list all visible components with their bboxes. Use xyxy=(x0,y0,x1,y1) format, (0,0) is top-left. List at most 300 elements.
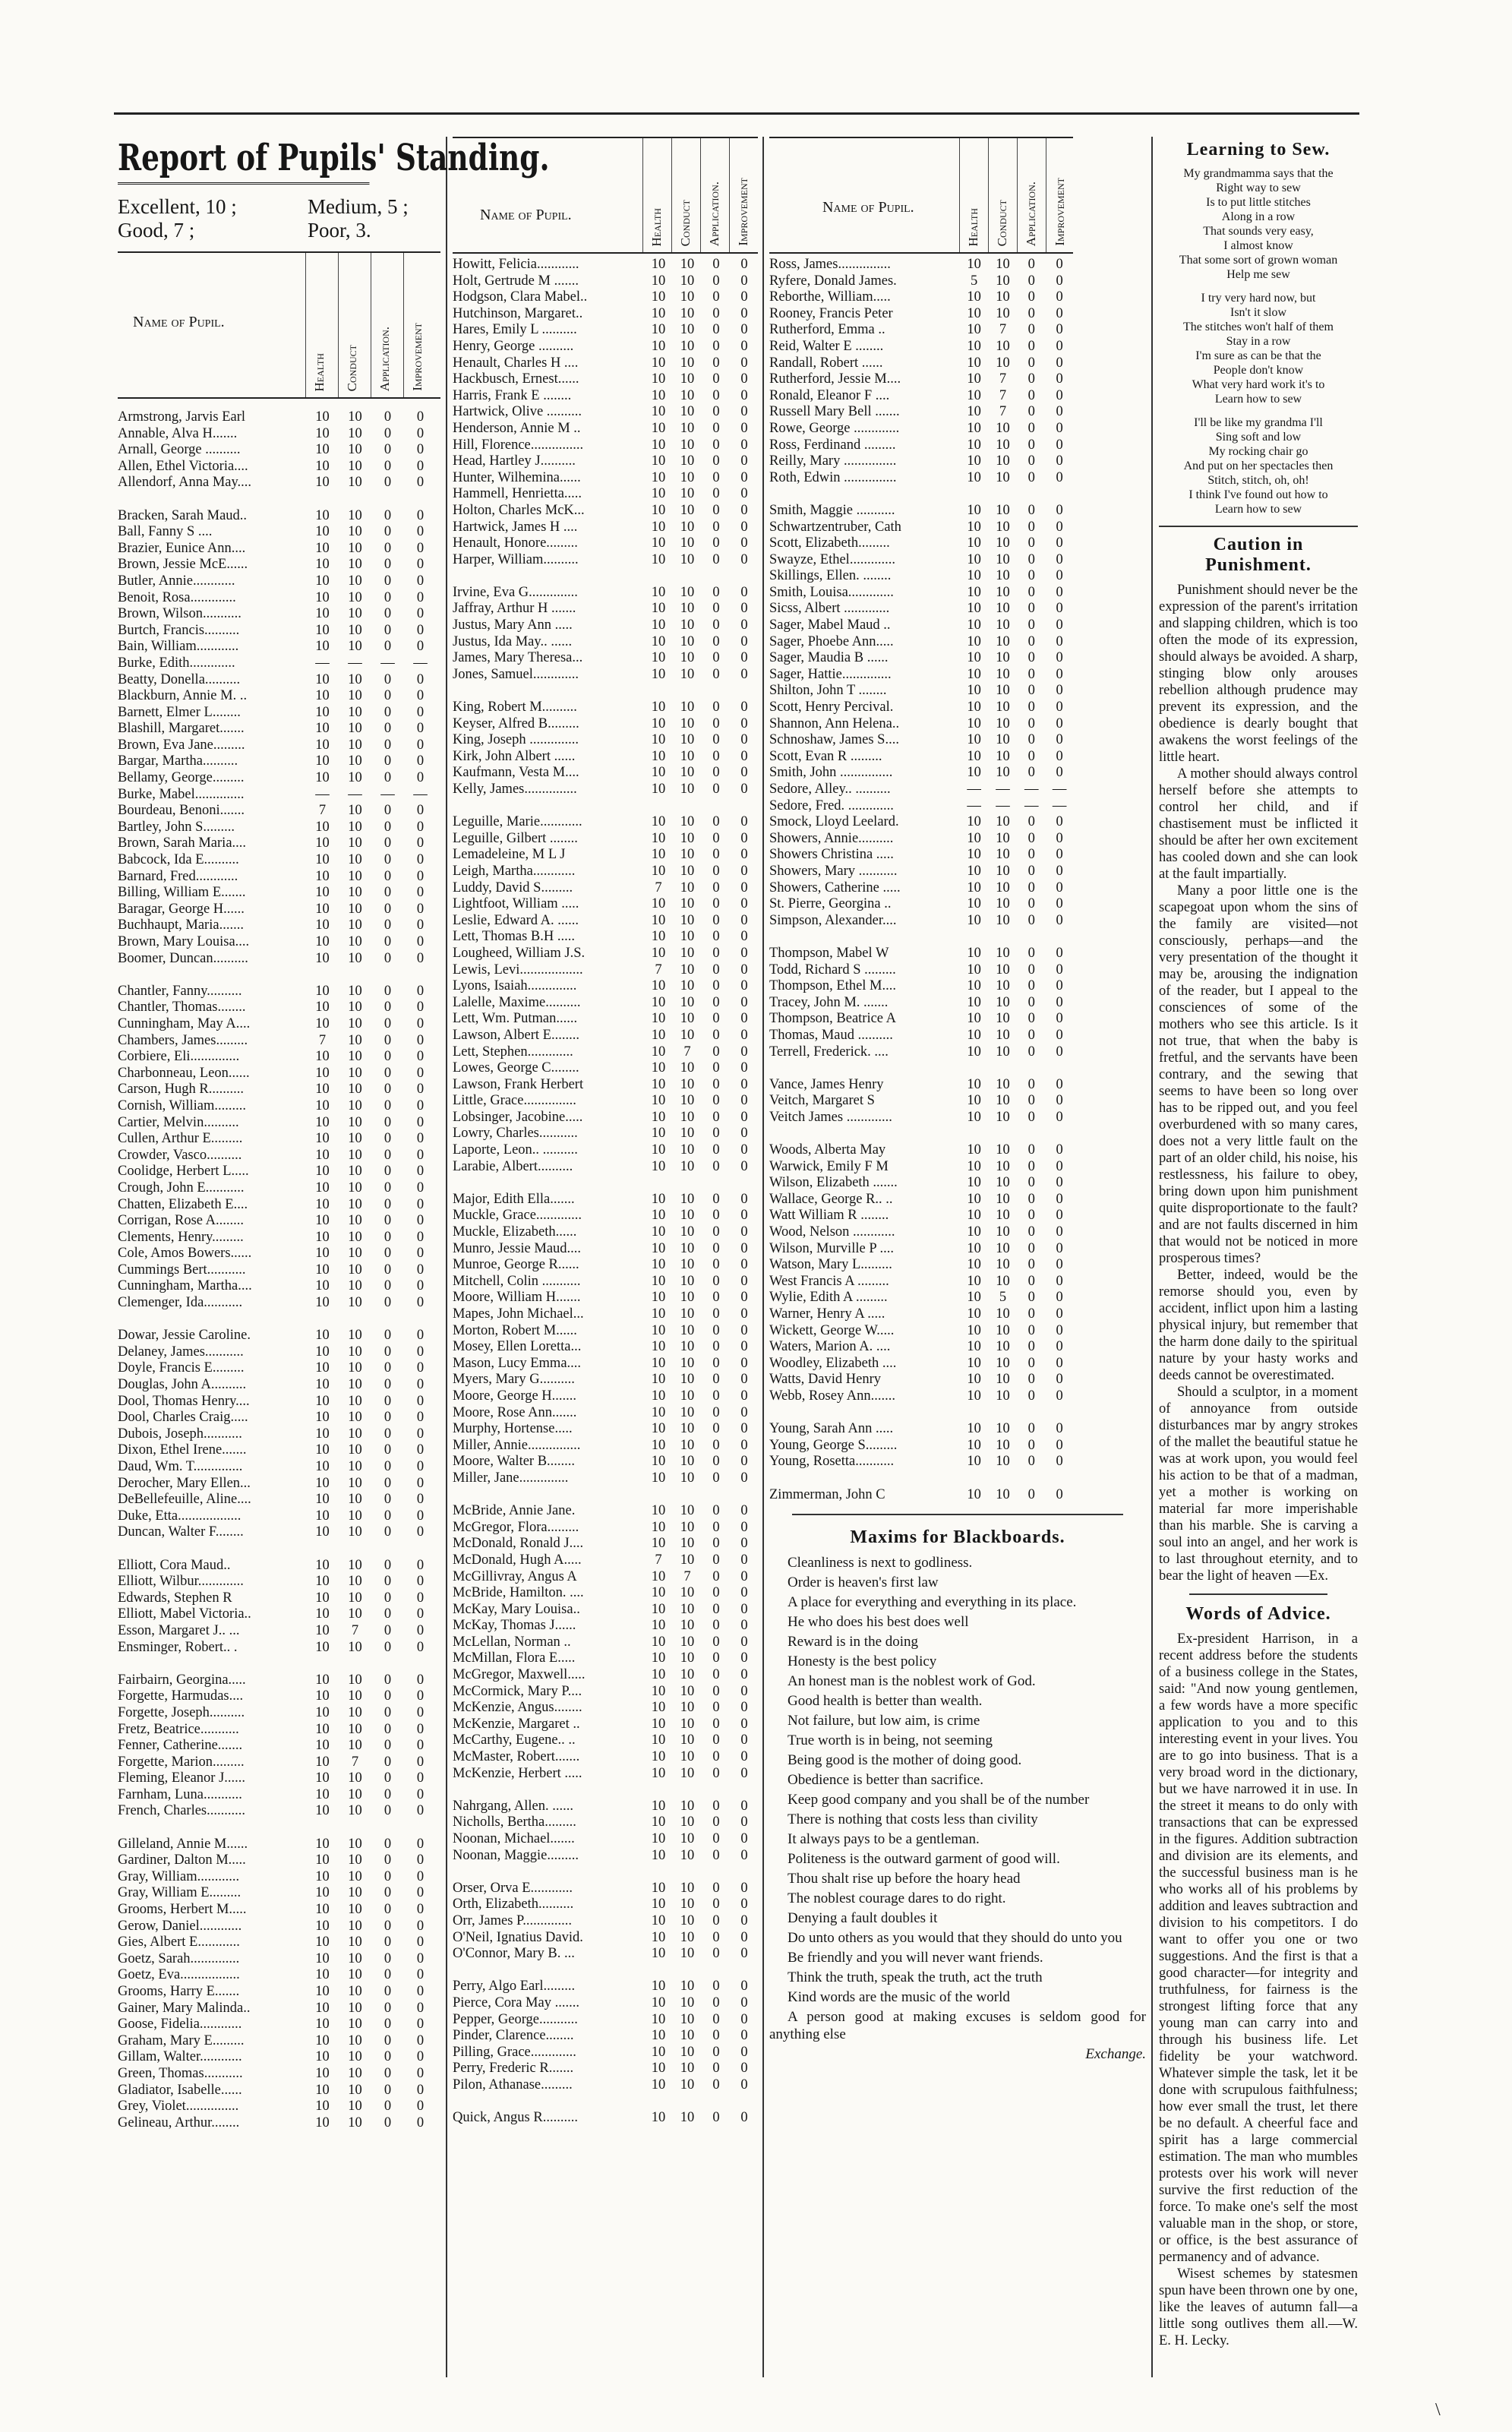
pupil-name: Veitch, Margaret S xyxy=(769,1093,875,1109)
pupil-name: Cunningham, Martha.... xyxy=(118,1278,252,1294)
pupil-row xyxy=(453,289,758,306)
table-header xyxy=(769,137,1073,254)
pupil-row xyxy=(453,1520,758,1537)
poem-line: That some sort of grown woman xyxy=(1179,254,1338,267)
pupil-row xyxy=(453,1306,758,1323)
pupil-row xyxy=(769,273,1073,290)
pupil-row xyxy=(453,322,758,339)
pupil-row xyxy=(118,1623,440,1640)
application-score: 0 xyxy=(384,1606,392,1622)
pupil-name: Watt William R ........ xyxy=(769,1208,889,1224)
application-score: 0 xyxy=(384,1295,392,1311)
scale-item: Medium, 5 ; xyxy=(308,195,409,218)
improvement-score: 0 xyxy=(416,885,425,901)
pupil-name: Dool, Thomas Henry.... xyxy=(118,1393,250,1409)
pupil-row xyxy=(118,1082,440,1098)
conduct-score: 10 xyxy=(680,1388,695,1404)
improvement-score: 0 xyxy=(1056,584,1063,600)
pupil-row xyxy=(118,2066,440,2083)
pupil-row xyxy=(118,835,440,852)
pupil-name: Muckle, Grace............. xyxy=(453,1208,582,1224)
application-score: 0 xyxy=(384,2000,392,2016)
improvement-score: 0 xyxy=(416,1147,425,1163)
header-name: Name of Pupil. xyxy=(480,207,572,223)
application-score: 0 xyxy=(384,2032,392,2048)
application-score: 0 xyxy=(1027,1273,1035,1289)
pupil-name: Woodley, Elizabeth .... xyxy=(769,1355,897,1371)
health-score: 10 xyxy=(651,700,666,715)
conduct-score: 10 xyxy=(996,1109,1010,1125)
conduct-score: 10 xyxy=(348,425,362,441)
pupil-name: Wood, Nelson ............ xyxy=(769,1224,895,1240)
pupil-name: Schwartzentruber, Cath xyxy=(769,519,901,535)
pupil-row xyxy=(453,995,758,1012)
improvement-score: — xyxy=(1052,798,1067,813)
pupil-name: Mapes, John Michael... xyxy=(453,1306,584,1322)
pupil-row xyxy=(769,1421,1073,1438)
pupil-name: Thompson, Ethel M.... xyxy=(769,978,897,994)
pupil-row xyxy=(769,880,1073,897)
pupil-name: Smock, Lloyd Leelard. xyxy=(769,814,899,830)
conduct-score: 10 xyxy=(348,1902,362,1918)
conduct-score: 10 xyxy=(996,945,1010,961)
conduct-score: 10 xyxy=(348,983,362,999)
conduct-score: 10 xyxy=(348,1918,362,1934)
pupil-row xyxy=(118,984,440,1000)
pupil-row xyxy=(453,913,758,930)
improvement-score: 0 xyxy=(740,1076,748,1092)
application-score: 0 xyxy=(712,765,720,781)
conduct-score: 10 xyxy=(348,1278,362,1294)
pupil-name: Nahrgang, Allen. ...... xyxy=(453,1798,573,1814)
improvement-score: 0 xyxy=(416,704,425,720)
pupil-row xyxy=(769,978,1073,995)
application-score: 0 xyxy=(712,338,720,354)
pupil-row xyxy=(453,1356,758,1372)
conduct-score: 10 xyxy=(348,458,362,474)
conduct-score: 10 xyxy=(348,1524,362,1540)
health-score: 10 xyxy=(967,502,981,518)
header-health: Health xyxy=(312,352,327,391)
application-score: 0 xyxy=(384,2115,392,2130)
application-score: 0 xyxy=(712,1815,720,1830)
pupil-name: Forgette, Harmudas.... xyxy=(118,1688,244,1704)
application-score: 0 xyxy=(712,305,720,321)
conduct-score: 10 xyxy=(348,2099,362,2115)
header-improvement: Improvement xyxy=(736,178,750,246)
application-score: 0 xyxy=(712,1683,720,1699)
improvement-score: 0 xyxy=(1056,519,1063,535)
advice-article xyxy=(1159,1631,1358,2349)
improvement-score: 0 xyxy=(740,1716,748,1732)
section-rule xyxy=(1159,526,1358,527)
improvement-score: 0 xyxy=(416,950,425,966)
improvement-score: 0 xyxy=(416,1508,425,1524)
application-score: 0 xyxy=(1027,1011,1035,1027)
health-score: — xyxy=(315,786,330,802)
pupil-row xyxy=(453,306,758,323)
application-score: 0 xyxy=(1027,1175,1035,1191)
advice-paragraph: Wisest schemes by statesmen spun have been thrown one by one, like the leaves of autumn fall—a little song outlives them all.—W. E. H. Lecky. xyxy=(1159,2266,1358,2348)
health-score: 10 xyxy=(651,2061,666,2077)
pupil-row xyxy=(118,1197,440,1214)
pupil-row xyxy=(453,896,758,913)
conduct-score: 10 xyxy=(680,912,695,928)
pupil-name: Luddy, David S......... xyxy=(453,880,573,895)
conduct-score: 10 xyxy=(680,420,695,436)
pupil-row xyxy=(453,1274,758,1290)
health-score: 10 xyxy=(315,1688,330,1704)
pupil-name: Delaney, James........... xyxy=(118,1344,244,1360)
improvement-score: 0 xyxy=(416,442,425,458)
pupil-name: Wickett, George W..... xyxy=(769,1322,895,1338)
application-score: 0 xyxy=(712,732,720,748)
maxims-source: Exchange. xyxy=(1085,2046,1146,2063)
conduct-score: 10 xyxy=(996,896,1010,912)
health-score: 10 xyxy=(315,1393,330,1409)
improvement-score: 0 xyxy=(1056,1322,1063,1338)
improvement-score: 0 xyxy=(416,721,425,737)
pupil-row xyxy=(118,639,440,655)
improvement-score: 0 xyxy=(740,1667,748,1683)
pupil-name: Brown, Wilson........... xyxy=(118,606,241,622)
improvement-score: 0 xyxy=(740,371,748,387)
application-score: 0 xyxy=(1027,257,1035,272)
pupil-name: St. Pierre, Georgina .. xyxy=(769,896,892,912)
application-score: 0 xyxy=(1027,1027,1035,1043)
pupil-name: Beatty, Donella.......... xyxy=(118,671,241,687)
health-score: 10 xyxy=(967,880,981,895)
application-score: 0 xyxy=(384,2049,392,2065)
pupil-name: Butler, Annie............ xyxy=(118,573,235,589)
pupil-name: Muckle, Elizabeth...... xyxy=(453,1224,577,1240)
application-score: 0 xyxy=(384,1098,392,1113)
improvement-score: 0 xyxy=(740,551,748,567)
pupil-row xyxy=(453,1749,758,1766)
pupil-row xyxy=(453,1552,758,1569)
conduct-score: 10 xyxy=(680,2011,695,2027)
application-score: 0 xyxy=(712,1011,720,1027)
pupil-name: McKenzie, Angus........ xyxy=(453,1700,582,1716)
conduct-score: 10 xyxy=(348,1836,362,1852)
pupil-name: Edwards, Stephen R xyxy=(118,1590,232,1606)
improvement-score: 0 xyxy=(416,1935,425,1950)
section-rule xyxy=(1189,1593,1327,1595)
pupil-row xyxy=(453,864,758,880)
pupil-name: Allen, Ethel Victoria.... xyxy=(118,458,248,474)
improvement-score: 0 xyxy=(416,1015,425,1031)
improvement-score: 0 xyxy=(740,273,748,289)
health-score: 10 xyxy=(967,1076,981,1092)
pupil-name: Bellamy, George......... xyxy=(118,770,245,786)
pupil-name: Daud, Wm. T.............. xyxy=(118,1459,243,1474)
conduct-score: 10 xyxy=(680,404,695,420)
application-score: 0 xyxy=(384,1672,392,1688)
application-score: 0 xyxy=(1027,1224,1035,1240)
improvement-score: 0 xyxy=(740,2028,748,2044)
maxim-item: Thou shalt rise up before the hoary head xyxy=(788,1871,1021,1887)
conduct-score: 10 xyxy=(348,721,362,737)
conduct-score: 10 xyxy=(680,1700,695,1716)
conduct-score: 10 xyxy=(680,1847,695,1863)
pupil-row xyxy=(118,672,440,689)
pupil-name: Sicss, Albert ............. xyxy=(769,601,890,617)
application-score: 0 xyxy=(384,1344,392,1360)
health-score: 10 xyxy=(651,1240,666,1256)
application-score: — xyxy=(380,786,395,802)
pupil-row xyxy=(453,1650,758,1667)
health-score: 10 xyxy=(967,945,981,961)
application-score: 0 xyxy=(384,934,392,949)
pupil-row xyxy=(118,869,440,886)
improvement-score: 0 xyxy=(416,2065,425,2081)
pupil-name: Buchhaupt, Maria....... xyxy=(118,918,244,933)
pupil-name: Hartwick, James H .... xyxy=(453,519,578,535)
pupil-name: McDonald, Hugh A..... xyxy=(453,1552,582,1568)
conduct-score: 10 xyxy=(996,519,1010,535)
conduct-score: 10 xyxy=(680,1158,695,1174)
improvement-score: 0 xyxy=(416,934,425,949)
health-score: 10 xyxy=(651,617,666,633)
conduct-score: 10 xyxy=(348,1950,362,1966)
pupil-name: Simpson, Alexander.... xyxy=(769,912,897,928)
pupil-row xyxy=(453,503,758,520)
health-score: 10 xyxy=(967,289,981,305)
pupil-name: Forgette, Joseph.......... xyxy=(118,1704,245,1720)
improvement-score: 0 xyxy=(740,1618,748,1634)
poem-line: My rocking chair go xyxy=(1208,445,1308,458)
application-score: 0 xyxy=(1027,633,1035,649)
row-gap xyxy=(453,1782,758,1799)
pupil-row xyxy=(453,814,758,831)
conduct-score: 10 xyxy=(348,1475,362,1491)
health-score: 10 xyxy=(651,2077,666,2092)
pupil-name: Fenner, Catherine....... xyxy=(118,1738,243,1754)
health-score: 10 xyxy=(651,814,666,830)
application-score: 0 xyxy=(1027,1191,1035,1207)
improvement-score: 0 xyxy=(740,535,748,551)
pupil-name: Lett, Stephen............. xyxy=(453,1044,573,1060)
conduct-score: 10 xyxy=(348,1770,362,1786)
application-score: 0 xyxy=(712,994,720,1010)
pupil-row xyxy=(118,508,440,525)
pupil-name: Veitch James ............. xyxy=(769,1109,892,1125)
improvement-score: 0 xyxy=(740,584,748,600)
improvement-score: 0 xyxy=(740,322,748,338)
application-score: 0 xyxy=(1027,912,1035,928)
pupil-name: Dool, Charles Craig..... xyxy=(118,1410,248,1426)
health-score: 10 xyxy=(315,950,330,966)
header-application: Application. xyxy=(1024,181,1038,246)
health-score: 10 xyxy=(315,1836,330,1852)
conduct-score: — xyxy=(996,782,1010,797)
pupil-row xyxy=(453,585,758,602)
application-score: 0 xyxy=(712,1618,720,1634)
conduct-score: 10 xyxy=(680,1257,695,1273)
improvement-score: 0 xyxy=(1056,1306,1063,1322)
conduct-score: 10 xyxy=(680,338,695,354)
improvement-score: 0 xyxy=(416,1688,425,1704)
pupil-row xyxy=(769,749,1073,766)
health-score: 10 xyxy=(651,994,666,1010)
row-gap xyxy=(769,929,1073,946)
improvement-score: 0 xyxy=(740,1027,748,1043)
pupil-name: Major, Edith Ella....... xyxy=(453,1191,575,1207)
pupil-name: Moore, George H....... xyxy=(453,1388,577,1404)
improvement-score: 0 xyxy=(1056,257,1063,272)
health-score: 10 xyxy=(651,748,666,764)
pupil-name: Goetz, Eva................. xyxy=(118,1967,240,1983)
pupil-row xyxy=(453,2077,758,2094)
conduct-score: 10 xyxy=(996,338,1010,354)
health-score: 10 xyxy=(651,1470,666,1486)
application-score: 0 xyxy=(1027,519,1035,535)
pupil-row xyxy=(118,1131,440,1148)
pupil-name: Warner, Henry A ..... xyxy=(769,1306,885,1322)
pupil-name: Hackbusch, Ernest...... xyxy=(453,371,579,387)
health-score: 10 xyxy=(315,524,330,540)
application-score: 0 xyxy=(712,2028,720,2044)
improvement-score: 0 xyxy=(416,1902,425,1918)
application-score: 0 xyxy=(712,1601,720,1617)
pupil-name: Harper, William.......... xyxy=(453,551,579,567)
conduct-score: 10 xyxy=(680,1536,695,1552)
application-score: 0 xyxy=(1027,715,1035,731)
pupil-row xyxy=(453,1110,758,1126)
health-score: 10 xyxy=(651,273,666,289)
application-score: 0 xyxy=(384,1032,392,1048)
conduct-score: 10 xyxy=(680,1650,695,1666)
application-score: 0 xyxy=(384,1918,392,1934)
health-score: 7 xyxy=(318,1032,327,1048)
improvement-score: 0 xyxy=(740,945,748,961)
health-score: 10 xyxy=(651,732,666,748)
conduct-score: 10 xyxy=(680,257,695,272)
health-score: 10 xyxy=(651,551,666,567)
pupil-row xyxy=(453,421,758,437)
application-score: 0 xyxy=(712,1404,720,1420)
row-gap xyxy=(769,486,1073,503)
maxims-list xyxy=(769,1554,1146,2063)
conduct-score: 10 xyxy=(680,1815,695,1830)
pupil-row xyxy=(769,404,1073,421)
conduct-score: 10 xyxy=(680,945,695,961)
improvement-score: 0 xyxy=(416,1803,425,1819)
conduct-score: 10 xyxy=(348,524,362,540)
pupil-row xyxy=(769,1306,1073,1323)
application-score: 0 xyxy=(712,1224,720,1240)
health-score: 10 xyxy=(651,1765,666,1781)
pupil-name: Leguille, Gilbert ........ xyxy=(453,830,578,846)
conduct-score: 10 xyxy=(348,737,362,753)
improvement-score: 0 xyxy=(416,1622,425,1638)
pupil-row xyxy=(118,753,440,770)
health-score: 10 xyxy=(315,1950,330,1966)
pupil-name: Mason, Lucy Emma.... xyxy=(453,1355,582,1371)
health-score: — xyxy=(315,655,330,671)
improvement-score: 0 xyxy=(740,1044,748,1060)
health-score: 10 xyxy=(967,551,981,567)
pupil-row xyxy=(453,2045,758,2061)
improvement-score: 0 xyxy=(1056,1388,1063,1404)
pupil-row xyxy=(453,650,758,667)
health-score: 10 xyxy=(315,737,330,753)
health-score: 10 xyxy=(315,1328,330,1344)
pupil-row xyxy=(453,929,758,946)
application-score: 0 xyxy=(712,1732,720,1748)
pupil-row xyxy=(769,946,1073,962)
pupil-name: Green, Thomas........... xyxy=(118,2065,243,2081)
health-score: 10 xyxy=(967,453,981,469)
pupil-row xyxy=(453,1831,758,1848)
health-score: 10 xyxy=(651,830,666,846)
pupil-name: Howitt, Felicia............ xyxy=(453,257,579,272)
improvement-score: 0 xyxy=(1056,1093,1063,1109)
header-application: Application. xyxy=(377,326,392,391)
improvement-score: 0 xyxy=(1056,1175,1063,1191)
improvement-score: 0 xyxy=(740,1552,748,1568)
improvement-score: 0 xyxy=(740,912,748,928)
application-score: 0 xyxy=(712,1290,720,1306)
conduct-score: 10 xyxy=(348,1196,362,1212)
conduct-score: 10 xyxy=(996,1322,1010,1338)
health-score: 10 xyxy=(651,371,666,387)
improvement-score: 0 xyxy=(416,1360,425,1376)
health-score: 10 xyxy=(315,1131,330,1147)
application-score: 0 xyxy=(384,1868,392,1884)
health-score: 10 xyxy=(967,1027,981,1043)
conduct-score: 10 xyxy=(348,1213,362,1229)
pupil-name: Todd, Richard S ......... xyxy=(769,962,896,978)
application-score: 0 xyxy=(712,273,720,289)
conduct-score: 10 xyxy=(348,1786,362,1802)
pupil-row xyxy=(118,1000,440,1016)
pupil-name: Barnett, Elmer L........ xyxy=(118,704,241,720)
health-score: 10 xyxy=(315,688,330,704)
improvement-score: 0 xyxy=(740,880,748,895)
pupil-name: McLellan, Norman .. xyxy=(453,1634,571,1650)
conduct-score: 10 xyxy=(348,1606,362,1622)
application-score: 0 xyxy=(712,945,720,961)
improvement-score: 0 xyxy=(416,1410,425,1426)
conduct-score: 5 xyxy=(999,1290,1007,1306)
application-score: 0 xyxy=(384,868,392,884)
improvement-score: 0 xyxy=(416,1754,425,1770)
pupil-name: Nicholls, Bertha......... xyxy=(453,1815,576,1830)
conduct-score: — xyxy=(348,655,362,671)
conduct-score: 10 xyxy=(348,1459,362,1474)
pupil-name: Lyons, Isaiah.............. xyxy=(453,978,577,994)
application-score: 0 xyxy=(1027,338,1035,354)
grading-scale xyxy=(118,195,440,242)
pupil-name: Chambers, James......... xyxy=(118,1032,248,1048)
pupil-row xyxy=(118,1672,440,1689)
health-score: 10 xyxy=(315,2082,330,2098)
pupil-name: Fairbairn, Georgina..... xyxy=(118,1672,246,1688)
application-score: 0 xyxy=(1027,289,1035,305)
health-score: 10 xyxy=(315,1015,330,1031)
improvement-score: 0 xyxy=(740,1912,748,1928)
improvement-score: 0 xyxy=(740,1732,748,1748)
conduct-score: 10 xyxy=(680,782,695,797)
application-score: 0 xyxy=(384,606,392,622)
pupil-name: Hammell, Henrietta..... xyxy=(453,486,582,502)
pupil-name: Cunningham, May A.... xyxy=(118,1015,251,1031)
improvement-score: 0 xyxy=(1056,666,1063,682)
pupil-name: Showers, Catherine ..... xyxy=(769,880,901,895)
conduct-score: 10 xyxy=(680,1634,695,1650)
health-score: 10 xyxy=(651,1601,666,1617)
